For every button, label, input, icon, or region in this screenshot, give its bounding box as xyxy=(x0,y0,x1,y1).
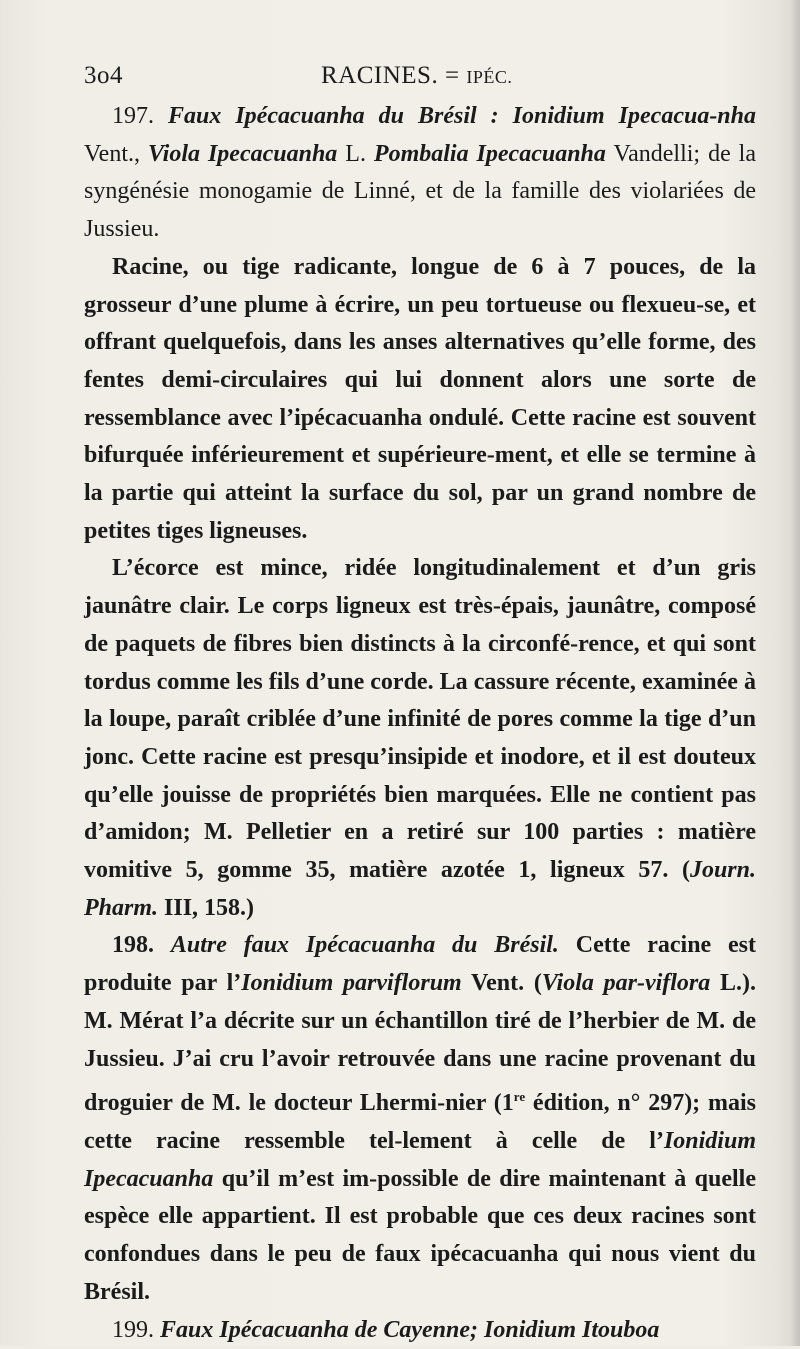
synonym-name: Viola Ipecacuanha xyxy=(148,141,337,167)
synonym-name: Ionidium Ipecacuanha xyxy=(84,1128,756,1192)
entry-title: Faux Ipécacuanha du Brésil : Ionidium Ipecacua-nha xyxy=(168,103,756,129)
entry-199 xyxy=(84,1312,756,1349)
running-head-main: RACINES. xyxy=(321,62,445,89)
entry-text: qu’il m’est im-possible de dire maintenant à quelle espèce elle appartient. Il est probable que ces deux racines sont confondues dans le peu de faux ipécacuanha qui nous vient du Brésil. xyxy=(84,1166,756,1305)
running-head-small: IPÉC. xyxy=(466,67,512,87)
page-header xyxy=(84,62,724,98)
page-number: 3o4 xyxy=(84,62,123,90)
entry-text: L.). M. Mérat l’a décrite sur un échantillon tiré de l’herbier de M. de Jussieu. J’ai cru l’avoir retrouvée dans une racine provenant du droguier de M. le docteur Lhermi-nier (1 xyxy=(84,970,756,1116)
synonym-name: Viola par-viflora xyxy=(542,970,710,996)
entry-197 xyxy=(84,98,756,249)
entry-text: Vent. ( xyxy=(462,970,542,996)
synonym-name: Pombalia Ipecacuanha xyxy=(374,141,606,167)
journal-reference: Journ. Pharm. xyxy=(84,857,756,921)
entry-title: Faux Ipécacuanha de Cayenne; Ionidium Itouboa xyxy=(160,1317,659,1343)
entry-text: Cette racine est produite par l’ xyxy=(84,932,756,996)
superscript: re xyxy=(514,1089,525,1104)
entry-number: 198. xyxy=(112,932,171,958)
entry-title: Autre faux Ipécacuanha du Brésil. xyxy=(171,932,559,958)
entry-text: édition, n° 297); mais cette racine ressemble tel-lement à celle de l’ xyxy=(84,1090,756,1154)
running-head-separator: = xyxy=(445,62,466,89)
page-edge-shadow xyxy=(790,0,800,1346)
entry-number: 197. xyxy=(112,103,168,129)
paragraph-ecorce xyxy=(84,550,756,927)
entry-text: Vandelli; de la syngénésie monogamie de Linné, et de la famille des violariées de Jussieu. xyxy=(84,141,756,242)
synonym-name: Ionidium parviflorum xyxy=(241,970,461,996)
paragraph-racine: Racine, ou tige radicante, longue de 6 à 7 pouces, de la grosseur d’une plume à écrire, un peu tortueuse ou flexueu-se, et offrant quelquefois, dans les anses alternatives qu’elle forme, des fentes demi-circulaires qui lui donnent alors une sorte de ressemblance avec l’ipécacuanha ondulé. Cette racine est souvent bifurquée inférieurement et supérieure-ment, et elle se termine à la partie qui atteint la surface du sol, par un grand nombre de petites tiges ligneuses. xyxy=(84,249,756,551)
paragraph-text: L’écorce est mince, ridée longitudinalement et d’un gris jaunâtre clair. Le corps ligneux est très-épais, jaunâtre, composé de paquets de fibres bien distincts à la circonfé-rence, et qui sont tordus comme les fils d’une corde. La cassure récente, examinée à la loupe, paraît criblée d’une infinité de pores comme la tige d’un jonc. Cette racine est presqu’insipide et inodore, et il est douteux qu’elle jouisse de propriétés bien marquées. Elle ne contient pas d’amidon; M. Pelletier en a retiré sur 100 parties : matière vomitive 5, gomme 35, matière azotée 1, ligneux 57. ( xyxy=(84,555,756,883)
author-abbrev: Vent., xyxy=(84,141,148,167)
author-abbrev: L. xyxy=(337,141,374,167)
paragraph-text: III, 158.) xyxy=(158,895,254,921)
entry-198 xyxy=(84,927,756,1311)
body-text xyxy=(84,98,756,1349)
running-head xyxy=(321,62,512,90)
entry-number: 199. xyxy=(112,1317,160,1343)
